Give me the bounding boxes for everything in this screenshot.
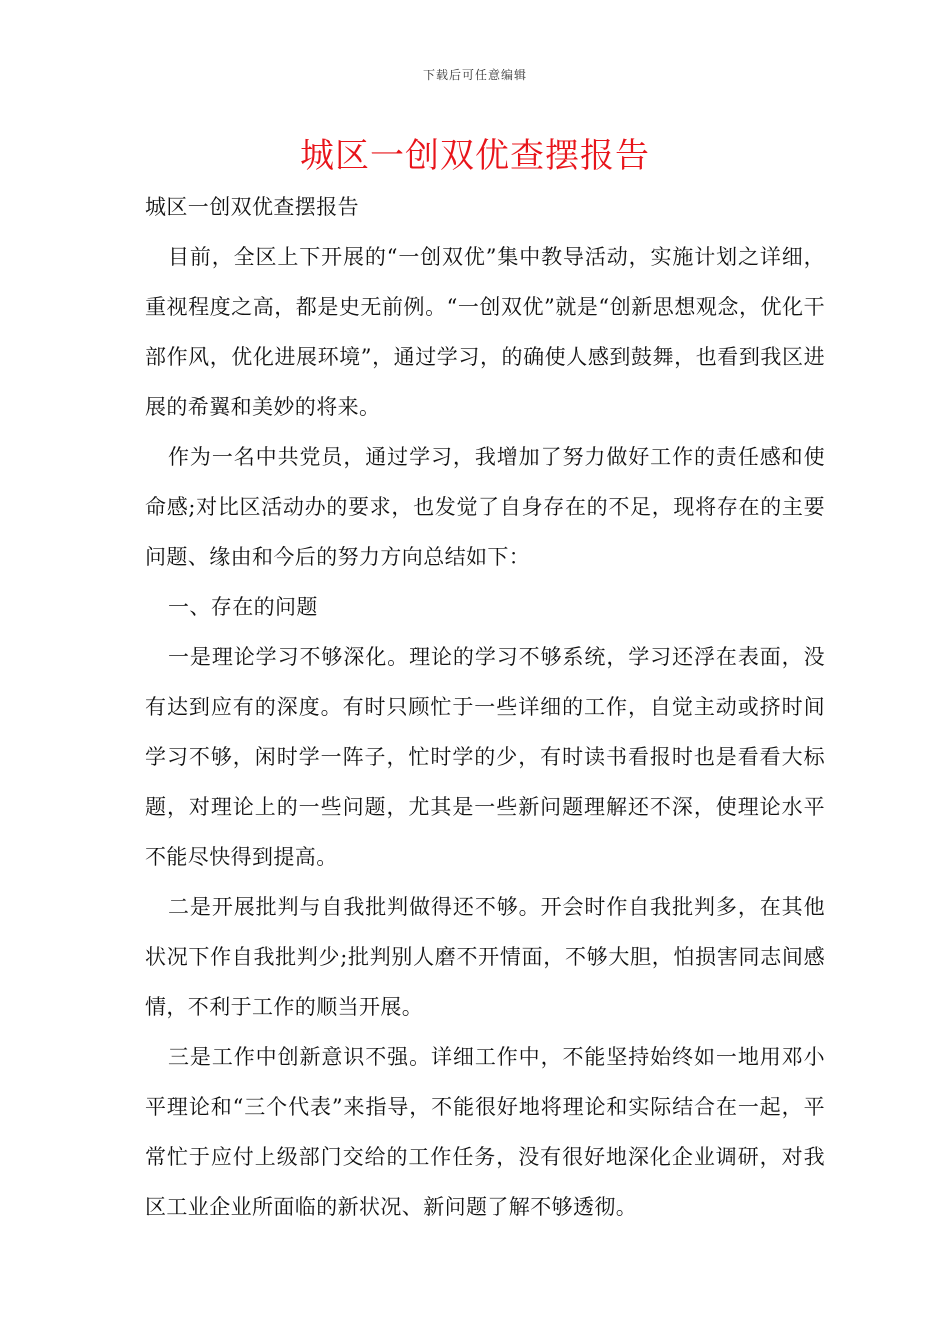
body-paragraph: 一是理论学习不够深化。理论的学习不够系统，学习还浮在表面，没有达到应有的深度。有时只顾忙于一些详细的工作，自觉主动或挤时间学习不够，闲时学一阵子，忙时学的少，有时读书看报时也是看看大标题，对理论上的一些问题，尤其是一些新问题理解还不深，使理论水平不能尽快得到提高。 (145, 645, 825, 869)
section-heading: 一、存在的问题 (168, 595, 318, 619)
body-paragraph: 作为一名中共党员，通过学习，我增加了努力做好工作的责任感和使命感;对比区活动办的要求，也发觉了自身存在的不足，现将存在的主要问题、缘由和今后的努力方向总结如下： (145, 445, 825, 569)
document-body (145, 182, 825, 1232)
subtitle-paragraph: 城区一创双优查摆报告 (145, 195, 359, 219)
body-paragraph: 三是工作中创新意识不强。详细工作中，不能坚持始终如一地用邓小平理论和“三个代表”来指导，不能很好地将理论和实际结合在一起，平常忙于应付上级部门交给的工作任务，没有很好地深化企业调研，对我区工业企业所面临的新状况、新问题了解不够透彻。 (145, 1045, 825, 1219)
body-paragraph: 目前，全区上下开展的“一创双优”集中教导活动，实施计划之详细，重视程度之高，都是史无前例。“一创双优”就是“创新思想观念，优化干部作风，优化进展环境”，通过学习，的确使人感到鼓舞，也看到我区进展的希翼和美妙的将来。 (145, 245, 825, 419)
document-title: 城区一创双优查摆报告 (300, 136, 650, 176)
body-paragraph: 二是开展批判与自我批判做得还不够。开会时作自我批判多，在其他状况下作自我批判少;批判别人磨不开情面，不够大胆，怕损害同志间感情，不利于工作的顺当开展。 (145, 895, 825, 1019)
header-note: 下载后可任意编辑 (422, 68, 527, 82)
